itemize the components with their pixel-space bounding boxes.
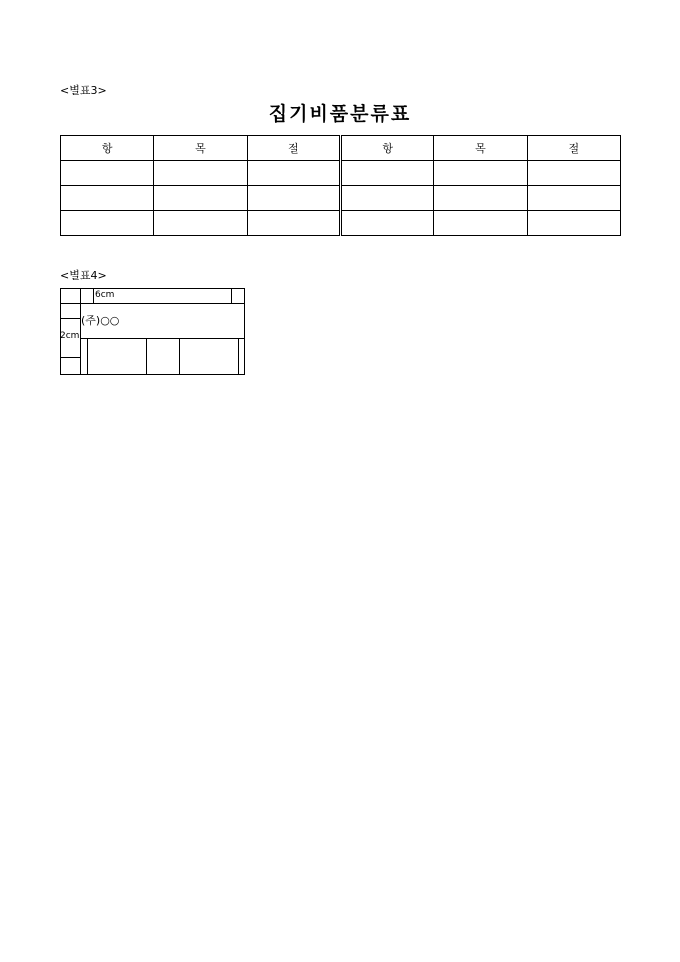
table-header-row [61,136,621,161]
company-name-text: (주)○○ [81,314,120,327]
diagram-line [231,288,232,303]
diagram-line [60,303,245,304]
header-cell: 목 [154,136,247,161]
diagram-line [146,338,147,375]
diagram-line [80,338,245,339]
header-cell: 절 [527,136,620,161]
table-row [61,211,621,236]
diagram-line [87,338,88,375]
page-title: 집기비품분류표 [268,103,412,125]
width-dimension-label: 6cm [95,290,115,300]
diagram-line [179,338,180,375]
header-cell: 항 [61,136,154,161]
diagram-line [238,338,239,375]
diagram-line [93,288,94,303]
header-cell: 절 [247,136,340,161]
table-row [61,161,621,186]
diagram-line [60,318,80,319]
header-cell: 목 [434,136,527,161]
header-cell: 항 [340,136,433,161]
diagram-line [60,357,80,358]
table-row [61,186,621,211]
height-dimension-label: 2cm [60,331,80,341]
classification-table [60,135,621,236]
appendix3-label: <별표3> [60,84,107,97]
diagram-line [80,288,81,375]
appendix4-label: <별표4> [60,269,107,282]
